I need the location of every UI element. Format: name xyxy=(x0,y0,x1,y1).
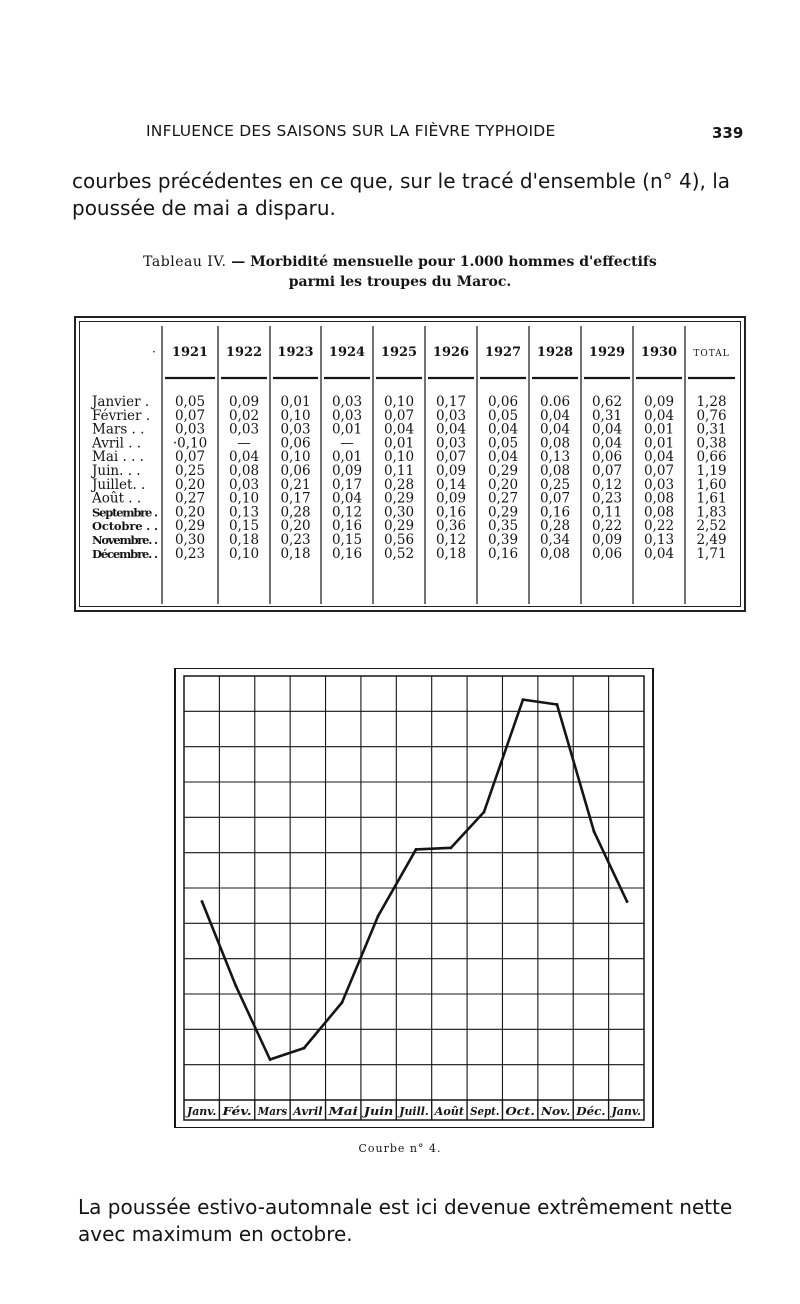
table-cell: 0,10 xyxy=(228,490,260,507)
table-cell: 0,22 xyxy=(591,518,623,535)
table-cell: 0,04 xyxy=(228,449,260,466)
table-cell: 0,20 xyxy=(280,518,311,535)
month-label: Octobre . . xyxy=(92,519,158,534)
table-cell: 0,01 xyxy=(331,449,363,466)
closing-line: La poussée estivo-automnale est ici devenue extrêmement nette xyxy=(78,1195,733,1219)
curve-segment xyxy=(270,1048,304,1059)
month-label: Avril . . xyxy=(92,435,142,452)
table-cell: 0,18 xyxy=(435,545,467,562)
table-cell: 0,76 xyxy=(696,407,727,424)
table-cell: 0,01 xyxy=(643,435,675,452)
column-header: 1924 xyxy=(328,345,366,360)
x-tick-label: Oct. xyxy=(505,1105,536,1118)
table-cell: 0,09 xyxy=(435,490,467,507)
table-cell: — xyxy=(237,435,251,452)
table-cell: 0,08 xyxy=(539,435,571,452)
closing-paragraph xyxy=(78,1194,758,1248)
table-cell: 0,07 xyxy=(383,407,415,424)
x-tick-label: Juill. xyxy=(397,1105,429,1118)
table-cell: 0,01 xyxy=(643,421,675,438)
table-cell: 0,15 xyxy=(228,518,260,535)
table-cell: 0,20 xyxy=(487,476,519,493)
table-cell: 0,09 xyxy=(643,394,675,410)
curve-segment xyxy=(342,916,378,1002)
x-tick-label: Sept. xyxy=(470,1105,500,1118)
table-cell: 0,06 xyxy=(591,545,623,562)
table-cell: 1,71 xyxy=(696,545,727,562)
x-tick-label: Mars xyxy=(256,1105,288,1118)
table-cell: 0,09 xyxy=(591,532,623,548)
table-cell: 0,08 xyxy=(643,490,675,507)
x-tick-label: Mai xyxy=(327,1105,358,1118)
table-cell: 0,16 xyxy=(487,545,519,562)
chart-outer-frame xyxy=(175,668,653,1128)
caption-dash: — xyxy=(226,254,251,270)
table-cell: 0,39 xyxy=(487,532,519,548)
table-cell: 0,62 xyxy=(591,394,623,410)
table-cell: 0,11 xyxy=(591,504,623,521)
x-tick-label: Juin xyxy=(361,1105,394,1118)
x-tick-label: Avril xyxy=(292,1105,323,1118)
table-cell: 0,17 xyxy=(331,476,363,493)
table-cell: 0,04 xyxy=(643,407,675,424)
table-cell: 0,04 xyxy=(643,449,675,466)
table-cell: 0,28 xyxy=(539,518,571,535)
table-cell: 0,04 xyxy=(331,490,363,507)
table-cell: 0,03 xyxy=(228,476,260,493)
x-tick-label: Août xyxy=(433,1105,465,1118)
table-cell: ·0,10 xyxy=(172,435,208,452)
month-label: Janvier . xyxy=(92,394,150,410)
curve-segment xyxy=(484,700,523,812)
table-cell: 0,07 xyxy=(643,463,675,479)
table-cell: 0,29 xyxy=(383,518,415,535)
curve-segment xyxy=(523,700,557,705)
table-cell: 0,30 xyxy=(174,532,206,548)
x-tick-label: Janv. xyxy=(609,1105,642,1118)
curve-point xyxy=(415,848,418,851)
table-cell: 0,18 xyxy=(280,545,311,562)
curve-segment xyxy=(557,704,594,831)
month-label: Août . . xyxy=(92,490,142,507)
x-tick-label: Déc. xyxy=(575,1105,606,1118)
table-cell: 1,83 xyxy=(696,504,727,521)
table-cell: 0,06 xyxy=(280,435,311,452)
curve-point xyxy=(377,915,380,918)
header-dot: · xyxy=(152,345,156,359)
table-cell: 0,01 xyxy=(383,435,415,452)
curve-point xyxy=(341,1001,344,1004)
x-tick-label: Janv. xyxy=(185,1105,217,1118)
caption-line xyxy=(60,252,740,272)
table-cell: 0,04 xyxy=(591,421,623,438)
table-cell: 0,05 xyxy=(487,435,519,452)
table-cell: 0,25 xyxy=(174,463,206,479)
table-cell: 0,03 xyxy=(174,421,206,438)
caption-title: Morbidité mensuelle pour 1.000 hommes d'effectifs xyxy=(250,254,657,270)
column-header: TOTAL xyxy=(693,349,730,359)
month-label: Mars . . xyxy=(92,421,145,438)
table-cell: 0,31 xyxy=(696,421,727,438)
table-cell: 1,61 xyxy=(696,490,727,507)
table-cell: 0,04 xyxy=(643,545,675,562)
table-cell: 0,03 xyxy=(643,476,675,493)
curve-point xyxy=(593,830,596,833)
table-cell: 0,13 xyxy=(643,532,675,548)
table-cell: 0,20 xyxy=(174,504,206,521)
table-cell: 1,28 xyxy=(696,394,727,410)
table-cell: 0,30 xyxy=(383,504,415,521)
x-tick-label: Nov. xyxy=(539,1105,571,1118)
table-cell: 0,35 xyxy=(487,518,519,535)
curve-segment xyxy=(378,849,416,916)
table-cell: 0,23 xyxy=(174,545,206,562)
table-cell: 0,12 xyxy=(331,504,363,521)
table-cell: 0,38 xyxy=(696,435,727,452)
table-cell: 0,03 xyxy=(331,394,363,410)
table-cell: 0,09 xyxy=(228,394,260,410)
curve-point xyxy=(556,703,559,706)
table-cell: 0,06 xyxy=(280,463,311,479)
table-cell: 0,03 xyxy=(280,421,311,438)
table-cell: 0,07 xyxy=(435,449,467,466)
table-cell: 0,25 xyxy=(539,476,571,493)
table-cell: 0,66 xyxy=(696,449,727,466)
caption-line: parmi les troupes du Maroc. xyxy=(288,274,512,290)
table-cell: 0,04 xyxy=(539,421,571,438)
table-cell: 0,11 xyxy=(383,463,415,479)
table-cell: 0,07 xyxy=(539,490,571,507)
curve-chart xyxy=(0,668,800,1128)
column-header: 1927 xyxy=(484,345,522,360)
table-cell: 0.06 xyxy=(539,394,571,410)
table-cell: 0,05 xyxy=(487,407,519,424)
table-cell: 0,07 xyxy=(174,407,206,424)
table-cell: 0,04 xyxy=(539,407,571,424)
column-header: 1921 xyxy=(171,345,209,360)
plot-frame xyxy=(184,676,644,1120)
table-cell: 0,29 xyxy=(487,504,519,521)
intro-line: courbes précédentes en ce que, sur le tracé d'ensemble (n° 4), la xyxy=(72,169,731,193)
table-cell: 0,16 xyxy=(331,545,363,562)
table-cell: 0,04 xyxy=(487,421,519,438)
table-cell: 0,17 xyxy=(435,394,467,410)
table-cell: 0,10 xyxy=(228,545,260,562)
curve-segment xyxy=(594,832,627,902)
table-grid xyxy=(74,316,746,612)
table-cell: 0,10 xyxy=(383,394,415,410)
column-header: 1928 xyxy=(536,345,574,360)
table-cell: 0,03 xyxy=(228,421,260,438)
table-cell: 0,08 xyxy=(539,463,571,479)
intro-paragraph xyxy=(72,168,752,222)
table-cell: 0,09 xyxy=(331,463,363,479)
table-cell: 0,28 xyxy=(280,504,311,521)
table-cell: 0,07 xyxy=(591,463,623,479)
curve-point xyxy=(235,985,238,988)
curve-point xyxy=(269,1058,272,1061)
running-header-title: INFLUENCE DES SAISONS SUR LA FIÈVRE TYPHOIDE xyxy=(146,122,556,140)
table-cell: 0,36 xyxy=(435,518,467,535)
table-cell: 0,08 xyxy=(539,545,571,562)
table-cell: 0,14 xyxy=(435,476,467,493)
table-cell: 1,19 xyxy=(696,463,727,479)
table-cell: 0,34 xyxy=(539,532,571,548)
column-header: 1922 xyxy=(225,345,263,360)
table-caption xyxy=(60,252,740,292)
month-label: Novembre. . xyxy=(92,533,158,547)
table-cell: 0,12 xyxy=(591,476,623,493)
month-label: Décembre. . xyxy=(92,546,158,561)
table-cell: 0,10 xyxy=(280,449,311,466)
table-cell: 0,04 xyxy=(435,421,467,438)
table-cell: 0,29 xyxy=(487,463,519,479)
table-cell: 0,05 xyxy=(174,394,206,410)
table-cell: 0,04 xyxy=(591,435,623,452)
table-cell: 0,10 xyxy=(383,449,415,466)
curve-segment xyxy=(416,848,451,850)
table-cell: 0,16 xyxy=(539,504,571,521)
table-cell: 0,02 xyxy=(228,407,260,424)
table-cell: — xyxy=(340,435,354,452)
column-header: 1925 xyxy=(380,345,418,360)
column-header: 1926 xyxy=(432,345,470,360)
chart-caption: Courbe n° 4. xyxy=(358,1142,442,1155)
table-cell: 0,23 xyxy=(280,532,311,548)
table-cell: 0,04 xyxy=(383,421,415,438)
table-cell: 0,17 xyxy=(280,490,311,507)
table-cell: 1,60 xyxy=(696,476,727,493)
month-label: Février . xyxy=(92,407,151,424)
table-cell: 0,03 xyxy=(435,435,467,452)
table-cell: 0,22 xyxy=(643,518,675,535)
table-cell: 0,01 xyxy=(331,421,363,438)
curve-point xyxy=(450,846,453,849)
table-cell: 0,23 xyxy=(591,490,623,507)
table-cell: 0,52 xyxy=(383,545,415,562)
closing-line: avec maximum en octobre. xyxy=(78,1222,353,1246)
month-label: Mai . . . xyxy=(92,449,144,466)
table-cell: 0,08 xyxy=(643,504,675,521)
table-cell: 0,09 xyxy=(435,463,467,479)
curve-segment xyxy=(236,986,270,1059)
table-cell: 0,20 xyxy=(174,476,206,493)
table-cell: 0,12 xyxy=(435,532,467,548)
table-cell: 0,07 xyxy=(174,449,206,466)
table-cell: 0,03 xyxy=(331,407,363,424)
page-number: 339 xyxy=(712,124,744,142)
month-label: Juin. . . xyxy=(92,463,141,479)
caption-label: Tableau IV. xyxy=(143,254,227,270)
column-header: 1929 xyxy=(588,345,626,360)
table-cell: 0,15 xyxy=(331,532,363,548)
column-header: 1923 xyxy=(277,345,314,360)
table-cell: 0,28 xyxy=(383,476,415,493)
curve-point xyxy=(201,900,204,903)
curve-segment xyxy=(304,1003,342,1049)
table-cell: 0,16 xyxy=(435,504,467,521)
table-cell: 0,29 xyxy=(174,518,206,535)
curve-point xyxy=(483,811,486,814)
table-cell: 0,08 xyxy=(228,463,260,479)
table-cell: 0,31 xyxy=(591,407,623,424)
table-cell: 0,06 xyxy=(591,449,623,466)
table-cell: 2,52 xyxy=(696,518,727,535)
table-cell: 0,13 xyxy=(539,449,571,466)
table-cell: 0,04 xyxy=(487,449,519,466)
table-cell: 0,29 xyxy=(383,490,415,507)
column-header: 1930 xyxy=(640,345,678,360)
table-cell: 0,27 xyxy=(174,490,206,507)
table-cell: 0,21 xyxy=(280,476,311,493)
intro-line: poussée de mai a disparu. xyxy=(72,196,336,220)
table-cell: 0,01 xyxy=(280,394,311,410)
curve-point xyxy=(626,900,629,903)
month-label: Septembre . xyxy=(92,505,158,520)
table-cell: 0,18 xyxy=(228,532,260,548)
morbidity-table xyxy=(74,316,746,612)
table-cell: 0,06 xyxy=(487,394,519,410)
curve-point xyxy=(303,1047,306,1050)
table-cell: 0,10 xyxy=(280,407,311,424)
table-cell: 0,27 xyxy=(487,490,519,507)
table-cell: 0,03 xyxy=(435,407,467,424)
month-label: Juillet. . xyxy=(92,476,146,493)
table-cell: 0,13 xyxy=(228,504,260,521)
curve-point xyxy=(522,698,525,701)
table-cell: 0,56 xyxy=(383,532,415,548)
table-cell: 0,16 xyxy=(331,518,363,535)
table-cell: 2,49 xyxy=(696,532,727,548)
x-tick-label: Fév. xyxy=(221,1105,252,1118)
